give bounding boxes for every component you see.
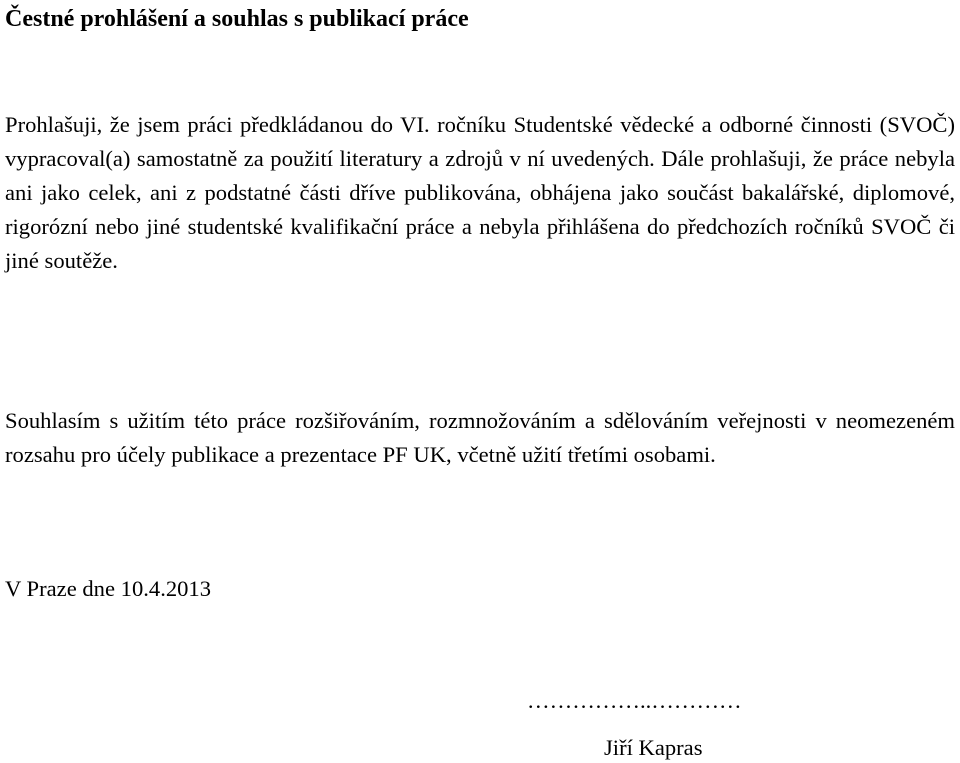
signatory-name: Jiří Kapras [604, 735, 703, 760]
declaration-paragraph: Prohlašuji, že jsem práci předkládanou do VI. ročníku Studentské vědecké a odborné činnosti (SVOČ) vypracoval(a) samostatně za použití literatury a zdrojů v ní uvedených. Dále prohlašuji, že práce nebyla ani jako celek, ani z podstatné části dříve publikována, obhájena jako součást bakalářské, diplomové, rigorózní nebo jiné studentské kvalifikační práce a nebyla přihlášena do předchozích ročníků SVOČ či jiné soutěže. [5, 112, 955, 273]
signature-line: ……………..………… [527, 688, 742, 713]
date-line: V Praze dne 10.4.2013 [5, 576, 212, 601]
document-title: Čestné prohlášení a souhlas s publikací práce [5, 6, 469, 32]
consent-paragraph: Souhlasím s užitím této práce rozšiřováním, rozmnožováním a sdělováním veřejnosti v neomezeném rozsahu pro účely publikace a prezentace PF UK, včetně užití třetími osobami. [5, 408, 955, 467]
